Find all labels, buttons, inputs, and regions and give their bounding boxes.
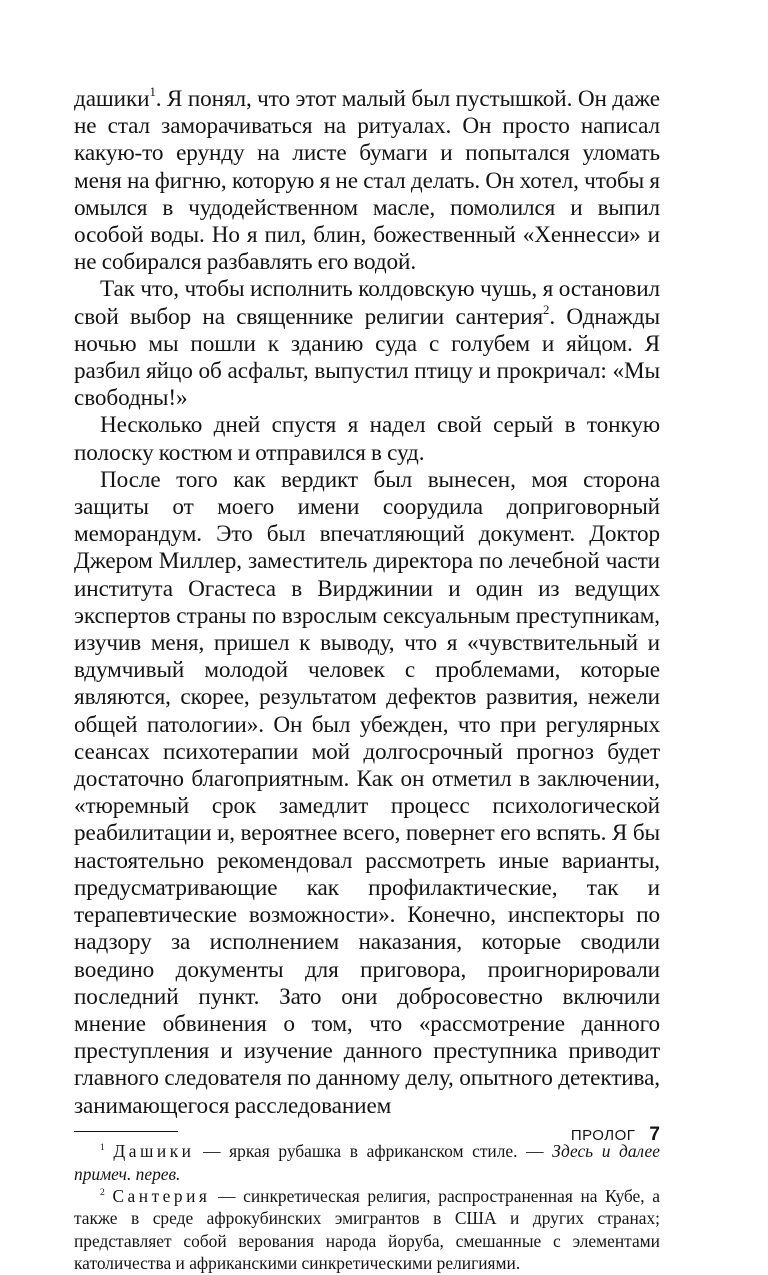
paragraph-2 <box>74 276 660 412</box>
paragraph-1-rest: . Я понял, что этот малый был пустышкой. Он даже не стал заморачиваться на ритуалах. Он просто написал какую-то ерунду на листе бумаги и попытался уломать меня на фигню, которую я не стал делать. Он хотел, чтобы я омылся в чудодейственном масле, помолился и выпил особой воды. Но я пил, блин, божественный «Хеннесси» и не собирался разбавлять его водой. <box>74 86 660 276</box>
footnote-1-term: Дашики <box>113 1141 195 1162</box>
footnote-2-term: Сантерия <box>112 1186 211 1207</box>
paragraph-2-rest: . Однажды ночью мы пошли к зданию суда с голубем и яйцом. Я разбил яйцо об асфальт, выпустил птицу и прокричал: «Мы свободны!» <box>74 303 661 412</box>
footnote-2-number: 2 <box>100 1186 105 1198</box>
footnote-1-number: 1 <box>100 1142 105 1154</box>
running-head: ПРОЛОГ <box>570 1127 636 1144</box>
footnote-1 <box>74 1140 660 1185</box>
paragraph-4: После того как вердикт был вынесен, моя сторона защиты от моего имени соорудила доприговорный меморандум. Это был впечатляющий документ. Доктор Джером Миллер, заместитель директора по лечебной части института Огастеса в Вирджинии и один из ведущих экспертов страны по взрослым сексуальным преступникам, изучив меня, пришел к выводу, что я «чувствительный и вдумчивый молодой человек с проблемами, которые являются, скорее, результатом дефектов развития, нежели общей патологии». Он был убежден, что при регулярных сеансах психотерапии мой долгосрочный прогноз будет достаточно благоприятным. Как он отметил в заключении, «тюремный срок замедлит процесс психологической реабилитации и, вероятнее всего, повернет его вспять. Я бы настоятельно рекомендовал рассмотреть иные варианты, предусматривающие как профилактические, так и терапевтические возможности». Конечно, инспекторы по надзору за исполнением наказания, которые сводили воедино документы для приговора, проигнорировали последний пункт. Зато они добросовестно включили мнение обвинения о том, что «рассмотрение данного преступления и изучение данного преступника приводит главного следователя по данному делу, опытного детектива, занимающегося расследованием <box>74 466 660 1119</box>
main-text <box>74 86 660 1120</box>
footnote-ref-1: 1 <box>149 85 156 100</box>
footnote-1-note: Здесь и далее примеч. перев. <box>74 1141 660 1184</box>
footnote-1-text: — яркая рубашка в африканском стиле. — <box>194 1141 553 1162</box>
page-number: 7 <box>649 1124 660 1145</box>
page-content <box>74 86 660 1275</box>
footnote-2 <box>74 1185 660 1275</box>
footnotes <box>74 1140 660 1274</box>
footnote-ref-2: 2 <box>543 303 550 318</box>
paragraph-1 <box>74 86 660 276</box>
footnote-2-text: — синкретическая религия, распространенная на Кубе, а также в среде афрокубинских эмигрантов в США и других странах; представляет собой верования народа йоруба, смешанные с элементами католичества и африканскими синкретическими религиями. <box>74 1186 660 1274</box>
paragraph-2-start: Так что, чтобы исполнить колдовскую чушь, я остановил свой выбор на священнике религии сантерия <box>74 276 660 330</box>
paragraph-3: Несколько дней спустя я надел свой серый в тонкую полоску костюм и отправился в суд. <box>74 412 660 466</box>
paragraph-1-start: дашики <box>74 86 150 112</box>
page-footer <box>74 1124 660 1146</box>
